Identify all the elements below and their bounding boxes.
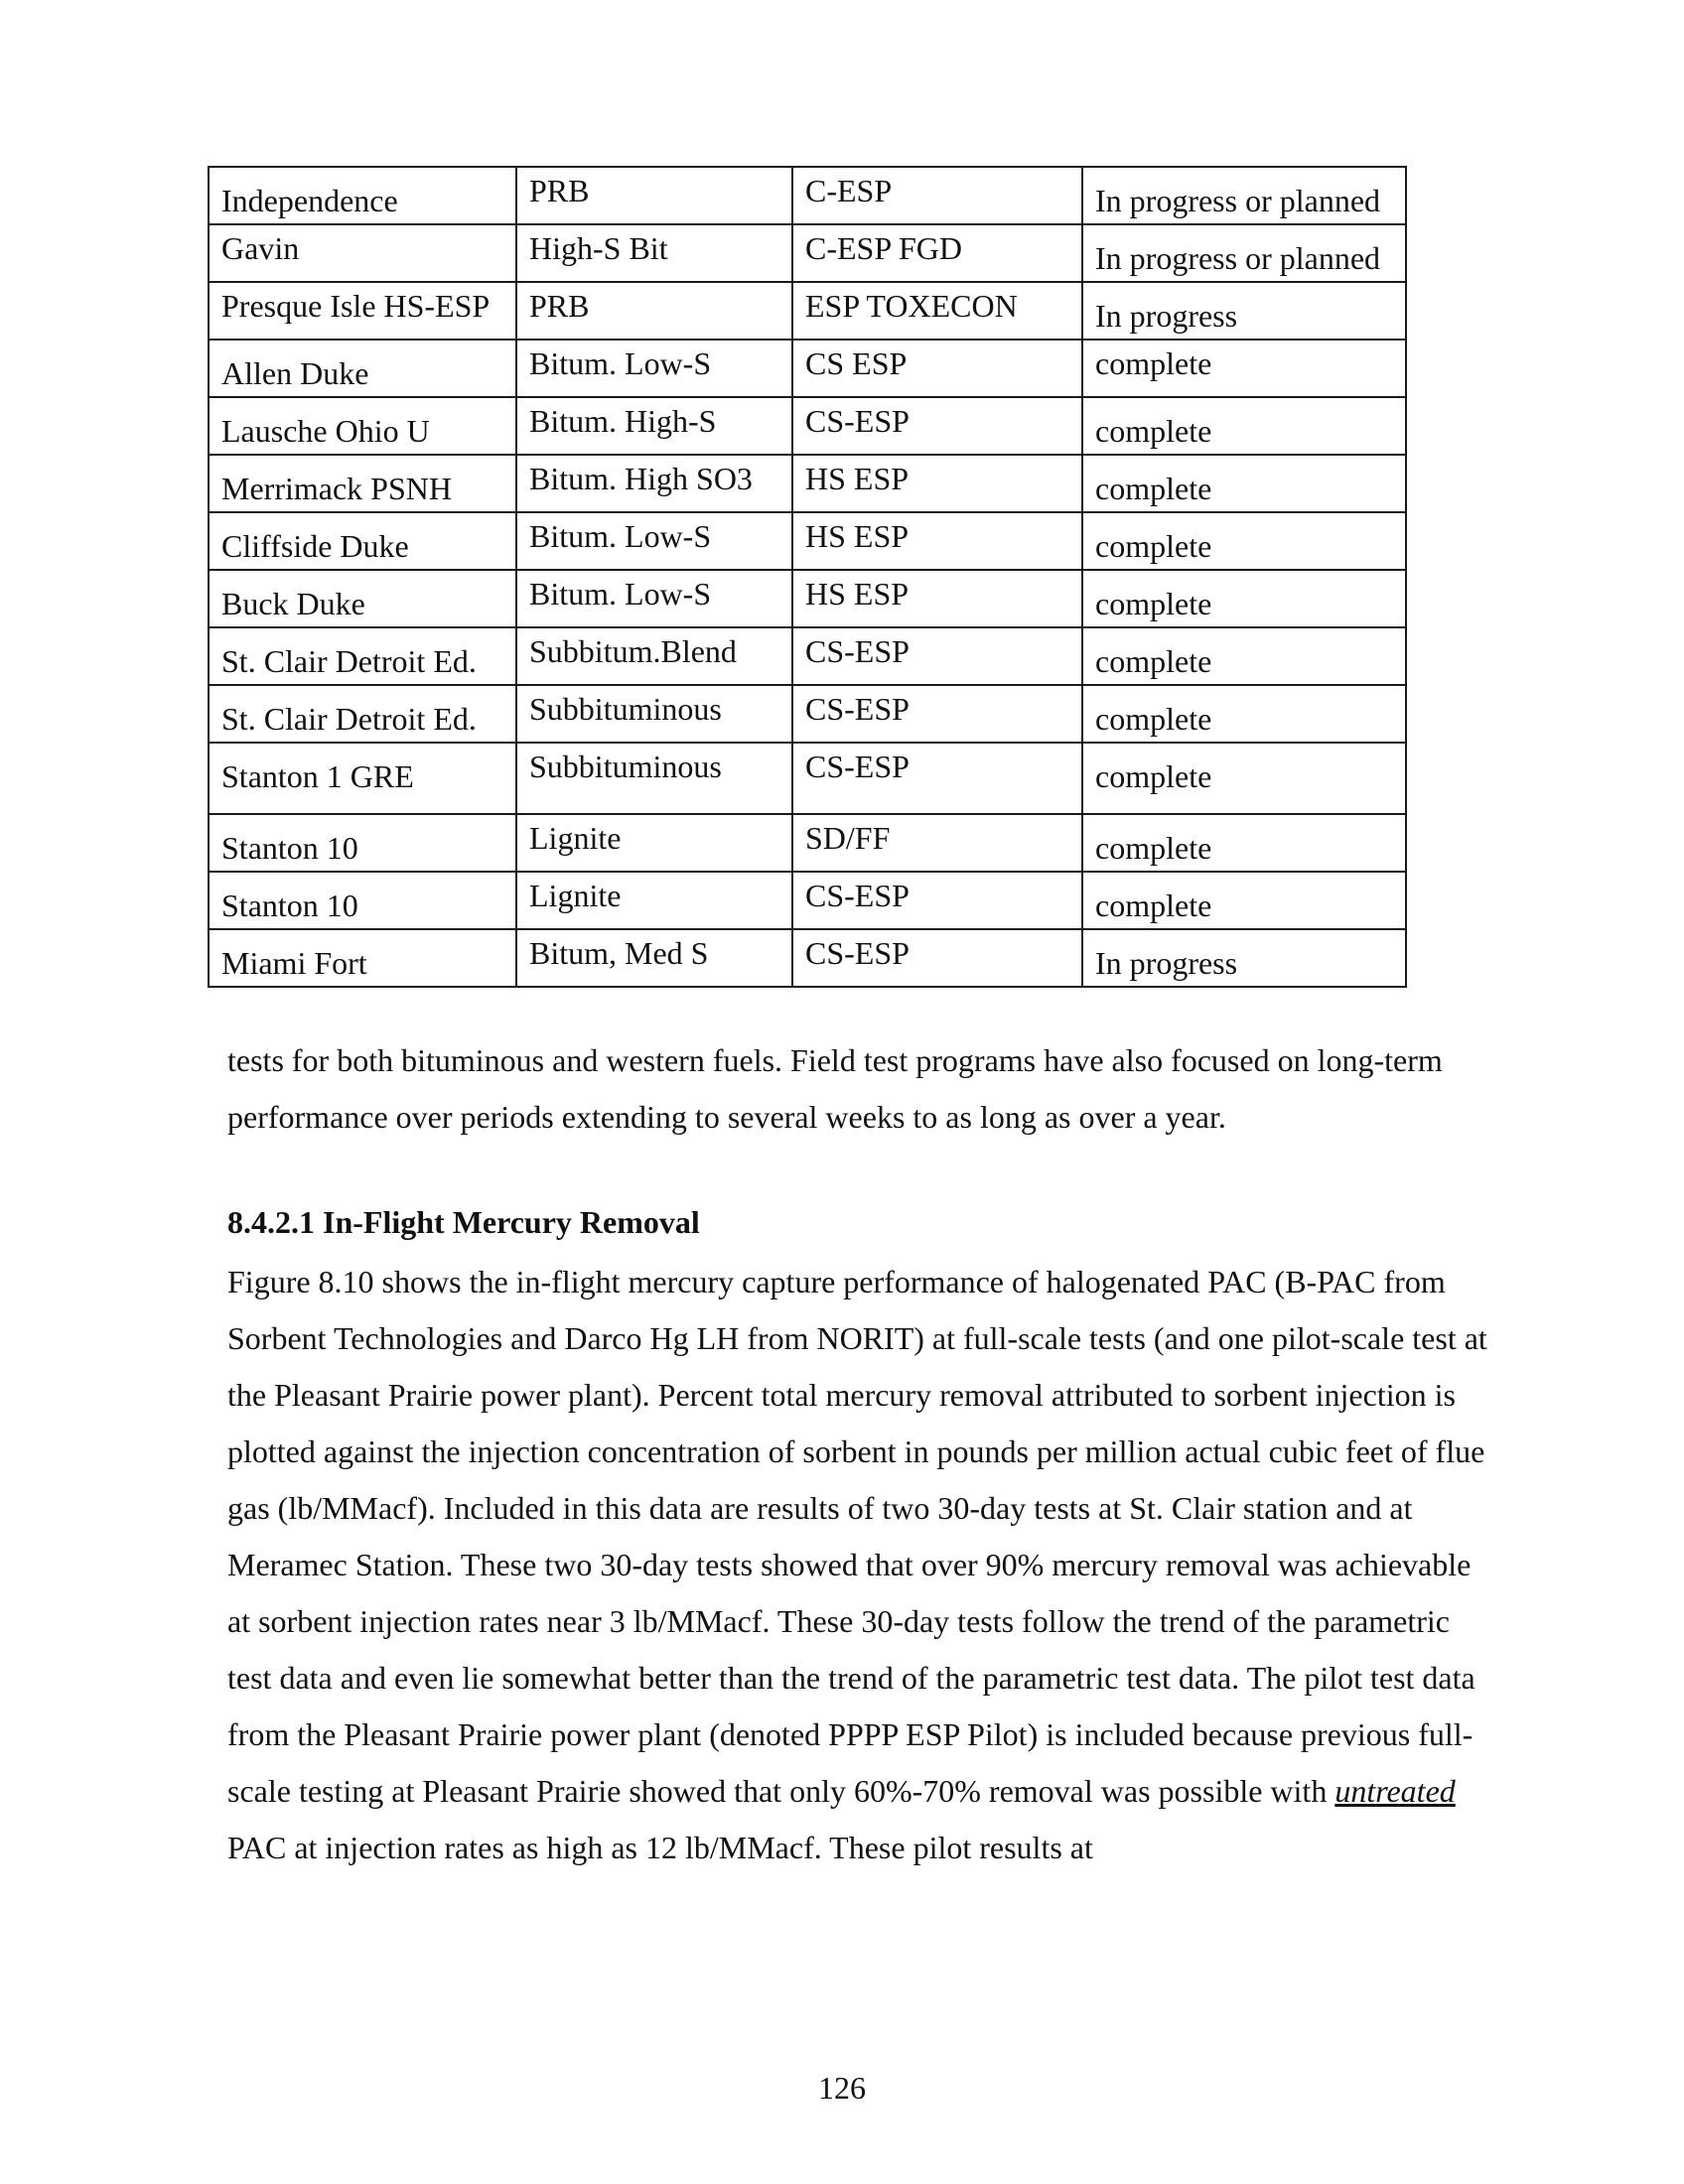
config-cell: CS-ESP bbox=[792, 627, 1082, 685]
coal-cell: Bitum, Med S bbox=[516, 929, 792, 987]
test-sites-table bbox=[208, 166, 1407, 988]
status-cell: complete bbox=[1082, 685, 1406, 743]
table-row bbox=[209, 512, 1406, 570]
status-cell: In progress or planned bbox=[1082, 167, 1406, 224]
body-paragraph-mercury-removal bbox=[227, 1254, 1498, 1876]
config-cell: CS-ESP bbox=[792, 685, 1082, 743]
table-row bbox=[209, 570, 1406, 627]
site-cell: St. Clair Detroit Ed. bbox=[209, 627, 516, 685]
status-cell: In progress bbox=[1082, 929, 1406, 987]
coal-cell: Bitum. Low-S bbox=[516, 570, 792, 627]
table-row bbox=[209, 685, 1406, 743]
coal-cell: Bitum. High-S bbox=[516, 397, 792, 455]
paragraph-text-continued: PAC at injection rates as high as 12 lb/MMacf. These pilot results at bbox=[227, 1830, 1093, 1865]
status-cell: complete bbox=[1082, 397, 1406, 455]
config-cell: CS-ESP bbox=[792, 397, 1082, 455]
site-cell: Independence bbox=[209, 167, 516, 224]
site-cell: Presque Isle HS-ESP bbox=[209, 282, 516, 340]
site-cell: Allen Duke bbox=[209, 340, 516, 397]
coal-cell: Bitum. High SO3 bbox=[516, 455, 792, 512]
config-cell: HS ESP bbox=[792, 570, 1082, 627]
coal-cell: Bitum. Low-S bbox=[516, 340, 792, 397]
site-cell: Miami Fort bbox=[209, 929, 516, 987]
coal-cell: Subbituminous bbox=[516, 743, 792, 814]
coal-cell: Subbitum.Blend bbox=[516, 627, 792, 685]
coal-cell: Lignite bbox=[516, 814, 792, 872]
status-cell: complete bbox=[1082, 627, 1406, 685]
table-row bbox=[209, 743, 1406, 814]
config-cell: C-ESP FGD bbox=[792, 224, 1082, 282]
config-cell: HS ESP bbox=[792, 512, 1082, 570]
table-row bbox=[209, 397, 1406, 455]
table-row bbox=[209, 167, 1406, 224]
table-row bbox=[209, 224, 1406, 282]
table-row bbox=[209, 340, 1406, 397]
paragraph-text: Figure 8.10 shows the in-flight mercury capture performance of halogenated PAC (B-PAC from Sorbent Technologies and Darco Hg LH from NORIT) at full-scale tests (and one pilot-scale test at the Pleasant Prairie power plant). Percent total mercury removal attributed to sorbent injection is plotted against the injection concentration of sorbent in pounds per million actual cubic feet of flue gas (lb/MMacf). Included in this data are results of two 30-day tests at St. Clair station and at Meramec Station. These two 30-day tests showed that over 90% mercury removal was achievable at sorbent injection rates near 3 lb/MMacf. These 30-day tests follow the trend of the parametric test data and even lie somewhat better than the trend of the parametric test data. The pilot test data from the Pleasant Prairie power plant (denoted PPPP ESP Pilot) is included because previous full-scale testing at Pleasant Prairie showed that only 60%-70% removal was possible with bbox=[227, 1264, 1487, 1809]
table-row bbox=[209, 872, 1406, 929]
coal-cell: Lignite bbox=[516, 872, 792, 929]
emphasized-word: untreated bbox=[1334, 1773, 1456, 1809]
status-cell: In progress bbox=[1082, 282, 1406, 340]
table-row bbox=[209, 455, 1406, 512]
body-paragraph: tests for both bituminous and western fuels. Field test programs have also focused on long-term performance over periods extending to several weeks to as long as over a year. bbox=[227, 1042, 1443, 1135]
site-cell: Stanton 1 GRE bbox=[209, 743, 516, 814]
site-cell: Cliffside Duke bbox=[209, 512, 516, 570]
site-cell: Gavin bbox=[209, 224, 516, 282]
site-cell: St. Clair Detroit Ed. bbox=[209, 685, 516, 743]
config-cell: CS ESP bbox=[792, 340, 1082, 397]
config-cell: CS-ESP bbox=[792, 929, 1082, 987]
status-cell: complete bbox=[1082, 455, 1406, 512]
coal-cell: High-S Bit bbox=[516, 224, 792, 282]
site-cell: Merrimack PSNH bbox=[209, 455, 516, 512]
site-cell: Lausche Ohio U bbox=[209, 397, 516, 455]
config-cell: ESP TOXECON bbox=[792, 282, 1082, 340]
site-cell: Stanton 10 bbox=[209, 814, 516, 872]
table-row bbox=[209, 814, 1406, 872]
section-heading: 8.4.2.1 In-Flight Mercury Removal bbox=[227, 1204, 700, 1240]
coal-cell: PRB bbox=[516, 167, 792, 224]
table-row bbox=[209, 627, 1406, 685]
config-cell: HS ESP bbox=[792, 455, 1082, 512]
page-number: 126 bbox=[818, 2070, 866, 2106]
status-cell: complete bbox=[1082, 512, 1406, 570]
status-cell: complete bbox=[1082, 743, 1406, 814]
site-cell: Stanton 10 bbox=[209, 872, 516, 929]
status-cell: complete bbox=[1082, 340, 1406, 397]
config-cell: CS-ESP bbox=[792, 743, 1082, 814]
config-cell: SD/FF bbox=[792, 814, 1082, 872]
table-row bbox=[209, 929, 1406, 987]
site-cell: Buck Duke bbox=[209, 570, 516, 627]
status-cell: complete bbox=[1082, 814, 1406, 872]
table-row bbox=[209, 282, 1406, 340]
coal-cell: Bitum. Low-S bbox=[516, 512, 792, 570]
coal-cell: Subbituminous bbox=[516, 685, 792, 743]
status-cell: complete bbox=[1082, 872, 1406, 929]
coal-cell: PRB bbox=[516, 282, 792, 340]
status-cell: complete bbox=[1082, 570, 1406, 627]
config-cell: C-ESP bbox=[792, 167, 1082, 224]
config-cell: CS-ESP bbox=[792, 872, 1082, 929]
status-cell: In progress or planned bbox=[1082, 224, 1406, 282]
